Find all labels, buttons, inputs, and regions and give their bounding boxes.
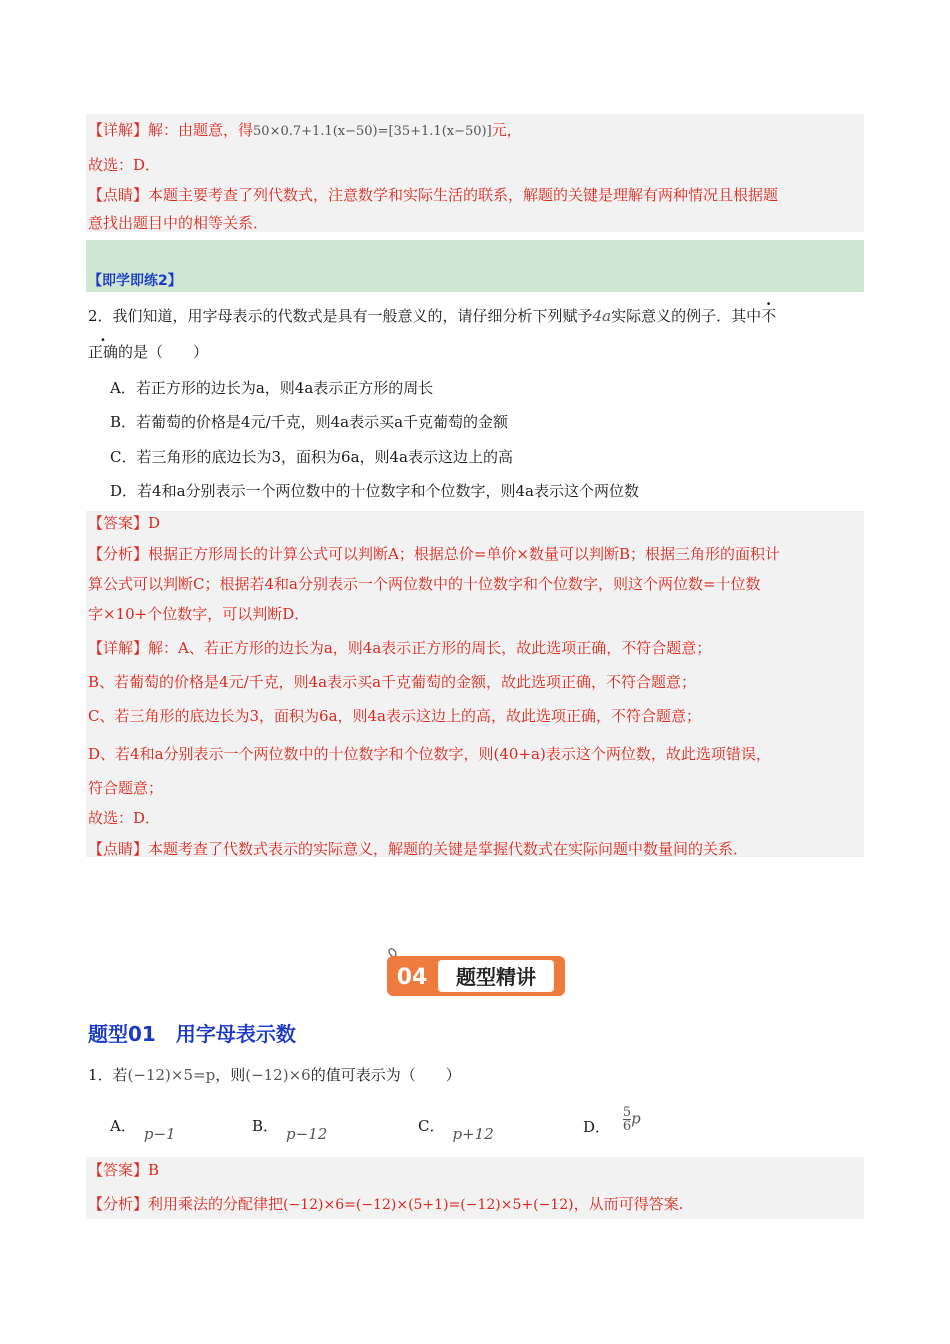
q2-stem-line-1 [88, 305, 776, 327]
q1-stem-c: 的值可表示为（ ） [310, 1066, 461, 1084]
q2-option-a: A．若正方形的边长为a，则4a表示正方形的周长 [110, 379, 434, 397]
q2-answer-tag: 【答案】 [88, 514, 149, 532]
q2-stem-a: 2．我们知道，用字母表示的代数式是具有一般意义的，请仔细分析下列赋予 [88, 307, 593, 325]
detail-formula: 50×0.7+1.1(x−50)=[35+1.1(x−50)] [253, 124, 492, 139]
q1-analysis-text-b: ，从而可得答案. [573, 1195, 684, 1213]
q2-detail-line-2: B、若葡萄的价格是4元/千克，则4a表示买a千克葡萄的金额，故此选项正确，不符合题意； [88, 673, 697, 691]
q2-option-d: D．若4和a分别表示一个两位数中的十位数字和个位数字，则4a表示这个两位数 [110, 482, 640, 500]
q1-option-b-label: B． [252, 1117, 279, 1135]
q2-answer-value: D [148, 514, 161, 532]
q1-option-c-value: p+12 [452, 1125, 494, 1143]
banner-graphic [386, 948, 566, 998]
q2-analysis-line-1 [88, 543, 780, 565]
q2-stem-line-2 [88, 341, 208, 363]
q1-answer-value: B [148, 1161, 160, 1179]
detail-text: 解：由题意，得 [148, 121, 254, 139]
q1-analysis-line [88, 1193, 683, 1216]
q2-analysis-tag: 【分析】 [88, 545, 149, 563]
detail-unit: 元， [491, 121, 522, 139]
q1-option-d-label: D． [583, 1117, 611, 1136]
banner-curl-icon [389, 949, 396, 957]
q2-detail-line-4: D、若4和a分别表示一个两位数中的十位数字和个位数字，则(40+a)表示这个两位数，故此选项错误， [88, 745, 771, 763]
q1-option-a [110, 1115, 176, 1143]
q2-answer-line [88, 512, 160, 534]
q1-option-d-denominator: 6 [622, 1119, 632, 1134]
q1-analysis-math: (−12)×6=(−12)×(5+1)=(−12)×5+(−12) [283, 1197, 574, 1213]
q2-stem-c: 的是（ ） [118, 343, 209, 361]
q1-stem-b: ，则 [215, 1066, 246, 1084]
q1-option-d-numerator: 5 [622, 1105, 632, 1120]
practice-header: 【即学即练2】 [88, 273, 182, 289]
q2-option-c: C．若三角形的底边长为3，面积为6a，则4a表示这边上的高 [110, 448, 513, 466]
section-title: 题型01 用字母表示数 [88, 1022, 296, 1046]
detail-tag: 【详解】 [88, 121, 149, 139]
q2-emphasis-correct: 正确 [88, 343, 119, 361]
q1-answer-line [88, 1159, 159, 1181]
comment-text-1: 本题主要考查了列代数式，注意数学和实际生活的联系，解题的关键是理解有两种情况且根据题 [148, 186, 779, 204]
q2-detail-line-3: C、若三角形的底边长为3，面积为6a，则4a表示这边上的高，故此选项正确，不符合题意； [88, 707, 701, 725]
practice-header-band [86, 240, 864, 292]
q1-answer-tag: 【答案】 [88, 1161, 149, 1179]
comment-line-1 [88, 184, 778, 206]
q1-stem-a: 1．若 [88, 1066, 128, 1084]
q2-comment-text: 本题考查了代数式表示的实际意义，解题的关键是掌握代数式在实际问题中数量间的关系． [148, 840, 749, 858]
q2-emphasis-not: 不 [761, 307, 777, 325]
banner-label: 题型精讲 [456, 965, 536, 989]
comment-tag: 【点睛】 [88, 186, 149, 204]
q1-option-c-label: C． [418, 1117, 445, 1135]
comment-line-2: 意找出题目中的相等关系． [88, 214, 269, 232]
q1-analysis-tag: 【分析】 [88, 1195, 149, 1213]
q2-detail-line-5: 符合题意； [88, 779, 164, 797]
q2-detail-tag: 【详解】 [88, 639, 149, 657]
q1-option-d-var: p [631, 1109, 641, 1128]
q1-stem-math-2: (−12)×6 [245, 1066, 311, 1084]
q1-analysis-text-a: 利用乘法的分配律把 [148, 1195, 284, 1213]
q2-analysis-line-3: 字×10+个位数字，可以判断D． [88, 605, 310, 623]
q2-choice-line: 故选：D． [88, 809, 161, 827]
q2-detail-line-1 [88, 637, 711, 659]
section-banner [386, 948, 566, 998]
q2-detail-text-1: 解：A、若正方形的边长为a，则4a表示正方形的周长，故此选项正确，不符合题意； [148, 639, 712, 657]
q2-analysis-line-2: 算公式可以判断C；根据若4和a分别表示一个两位数中的十位数字和个位数字，则这个两位数=十位数 [88, 575, 761, 593]
q1-option-c [418, 1115, 494, 1143]
q2-comment-line [88, 838, 748, 860]
q1-stem [88, 1064, 461, 1086]
q2-comment-tag: 【点睛】 [88, 840, 149, 858]
q1-option-a-value: p−1 [143, 1125, 176, 1143]
q1-option-b [252, 1115, 328, 1143]
q1-stem-math-1: (−12)×5=p [127, 1066, 216, 1084]
q1-option-b-value: p−12 [286, 1125, 328, 1143]
q2-stem-math: 4a [592, 307, 612, 325]
banner-number: 04 [396, 965, 428, 990]
q2-analysis-text-1: 根据正方形周长的计算公式可以判断A；根据总价=单价×数量可以判断B；根据三角形的面积计 [148, 545, 781, 563]
q1-option-d-fraction [623, 1106, 631, 1133]
detail-line [88, 119, 522, 143]
q1-option-a-label: A． [110, 1117, 136, 1135]
choice-line: 故选：D． [88, 156, 161, 174]
q2-stem-b: 实际意义的例子．其中 [611, 307, 762, 325]
q2-option-b: B．若葡萄的价格是4元/千克，则4a表示买a千克葡萄的金额 [110, 413, 509, 431]
q1-option-d [583, 1105, 641, 1136]
